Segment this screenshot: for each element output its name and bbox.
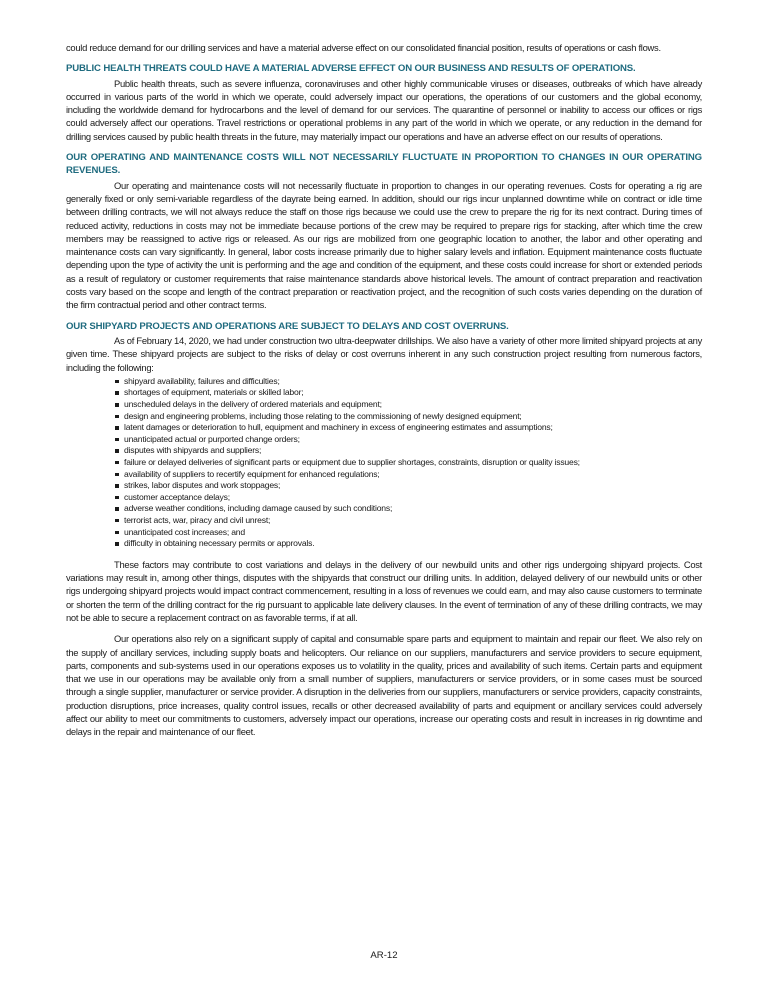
section-heading: OUR SHIPYARD PROJECTS AND OPERATIONS ARE SUBJECT TO DELAYS AND COST OVERRUNS. xyxy=(66,320,509,332)
square-bullet-icon xyxy=(115,449,119,453)
document-page xyxy=(66,41,702,747)
body-paragraph: Our operations also rely on a significant supply of capital and consumable spare parts and equipment to maintain and repair our fleet. We also rely on the supply of ancillary services, including supply boats and helicopters. Our reliance on our suppliers, manufacturers and service providers to secure equipment, parts, components and sub-systems used in our operations exposes us to volatility in the quality, prices and availability of such items. Certain parts and equipment that we use in our operations may be available only from a small number of suppliers, manufacturers or service providers, or in some cases must be sourced through a single supplier, manufacturer or service provider. A disruption in the deliveries from our suppliers, manufacturers or service providers, capacity constraints, production disruptions, price increases, quality control issues, recalls or other decreased availability of parts and equipment or ancillary services could adversely affect our ability to meet our commitments to customers, adversely impact our operations, increase our operating costs and result in increases in rig downtime and delays in the repair and maintenance of our fleet. xyxy=(66,633,702,738)
list-item: unanticipated cost increases; and xyxy=(66,527,702,539)
square-bullet-icon xyxy=(115,484,119,488)
square-bullet-icon xyxy=(115,438,119,442)
list-item: terrorist acts, war, piracy and civil unrest; xyxy=(66,515,702,527)
body-paragraph: Our operating and maintenance costs will not necessarily fluctuate in proportion to changes in our operating revenues. Costs for operating a rig are generally fixed or only semi-variable regardless of the dayrate being earned. In addition, should our rigs incur unplanned downtime while on contract or idle time between drilling contracts, we will not always reduce the staff on those rigs because we could use the crew to prepare the rig for its next contract. During times of reduced activity, reductions in costs may not be immediate because portions of the crew may be required to prepare rigs for stacking, after which time the crew members may be reassigned to active rigs or released. As our rigs are mobilized from one geographic location to another, the labor and other operating and maintenance costs can vary significantly. In general, labor costs increase primarily due to higher salary levels and inflation. Equipment maintenance costs fluctuate depending upon the type of activity the unit is performing and the age and condition of the equipment, and these costs could increase for short or extended periods as a result of regulatory or customer requirements that raise maintenance standards above historical levels. The amount of contract preparation and reactivation costs vary based on the scope and length of the contract preparation or reactivation project, and the recognition of such costs varies depending on the duration of the firm contractual period and other contract terms. xyxy=(66,179,702,311)
list-item: availability of suppliers to recertify equipment for enhanced regulations; xyxy=(66,469,702,481)
list-item: customer acceptance delays; xyxy=(66,492,702,504)
list-item: latent damages or deterioration to hull, equipment and machinery in excess of engineering estimates and assumptions; xyxy=(66,422,702,434)
intro-paragraph: could reduce demand for our drilling services and have a material adverse effect on our consolidated financial position, results of operations or cash flows. xyxy=(66,42,661,53)
section-heading: OUR OPERATING AND MAINTENANCE COSTS WILL NOT NECESSARILY FLUCTUATE IN PROPORTION TO CHANGES IN OUR OPERATING REVENUES. xyxy=(66,152,702,177)
section-shipyard-projects xyxy=(66,320,702,739)
list-item: difficulty in obtaining necessary permits or approvals. xyxy=(66,538,702,550)
square-bullet-icon xyxy=(115,461,119,465)
square-bullet-icon xyxy=(115,403,119,407)
square-bullet-icon xyxy=(115,542,119,546)
section-operating-costs xyxy=(66,151,702,312)
list-item: shortages of equipment, materials or skilled labor; xyxy=(66,387,702,399)
list-item: disputes with shipyards and suppliers; xyxy=(66,445,702,457)
list-item: unanticipated actual or purported change orders; xyxy=(66,434,702,446)
list-item: failure or delayed deliveries of significant parts or equipment due to supplier shortages, constraints, disruption or quality issues; xyxy=(66,457,702,469)
section-heading: PUBLIC HEALTH THREATS COULD HAVE A MATERIAL ADVERSE EFFECT ON OUR BUSINESS AND RESULTS OF OPERATIONS. xyxy=(66,63,636,75)
square-bullet-icon xyxy=(115,391,119,395)
square-bullet-icon xyxy=(115,380,119,384)
list-item: strikes, labor disputes and work stoppages; xyxy=(66,480,702,492)
square-bullet-icon xyxy=(115,531,119,535)
list-item: unscheduled delays in the delivery of ordered materials and equipment; xyxy=(66,399,702,411)
list-item: adverse weather conditions, including damage caused by such conditions; xyxy=(66,503,702,515)
square-bullet-icon xyxy=(115,507,119,511)
section-public-health-threats xyxy=(66,62,702,143)
risk-factor-list xyxy=(66,376,702,550)
list-item: shipyard availability, failures and difficulties; xyxy=(66,376,702,388)
square-bullet-icon xyxy=(115,473,119,477)
list-item: design and engineering problems, including those relating to the commissioning of newly designed equipment; xyxy=(66,411,702,423)
square-bullet-icon xyxy=(115,496,119,500)
page-number: AR-12 xyxy=(370,950,398,961)
body-paragraph: Public health threats, such as severe influenza, coronaviruses and other highly communicable viruses or diseases, outbreaks of which have already occurred in various parts of the world in which we operate, could adversely impact our operations, the operations of our customers and the global economy, including the worldwide demand for hydrocarbons and the level of demand for our services. The quarantine of personnel or inability to access our offices or rigs could adversely affect our operations. Travel restrictions or operational problems in any part of the world in which we operate, or any reduction in the demand for drilling services caused by public health threats in the future, may materially impact our operations and have an adverse effect on our results of operations. xyxy=(66,77,702,142)
square-bullet-icon xyxy=(115,426,119,430)
body-paragraph: As of February 14, 2020, we had under construction two ultra-deepwater drillships. We also have a variety of other more limited shipyard projects at any given time. These shipyard projects are subject to the risks of delay or cost overruns inherent in any such construction project resulting from numerous factors, including the following: xyxy=(66,334,702,373)
body-paragraph: These factors may contribute to cost variations and delays in the delivery of our newbuild units and other rigs undergoing shipyard projects. Cost variations may result in, among other things, disputes with the shipyards that construct our drilling units. In addition, delayed delivery of our newbuild units or other rigs undergoing shipyard projects would impact contract commencement, resulting in a loss of revenues we could earn, and may also cause customers to terminate or shorten the term of the drilling contract for the rig pursuant to applicable late delivery clauses. In the event of termination of any of these drilling contracts, we may not be able to secure a replacement contract on as favorable terms, if at all. xyxy=(66,558,702,623)
square-bullet-icon xyxy=(115,415,119,419)
square-bullet-icon xyxy=(115,519,119,523)
